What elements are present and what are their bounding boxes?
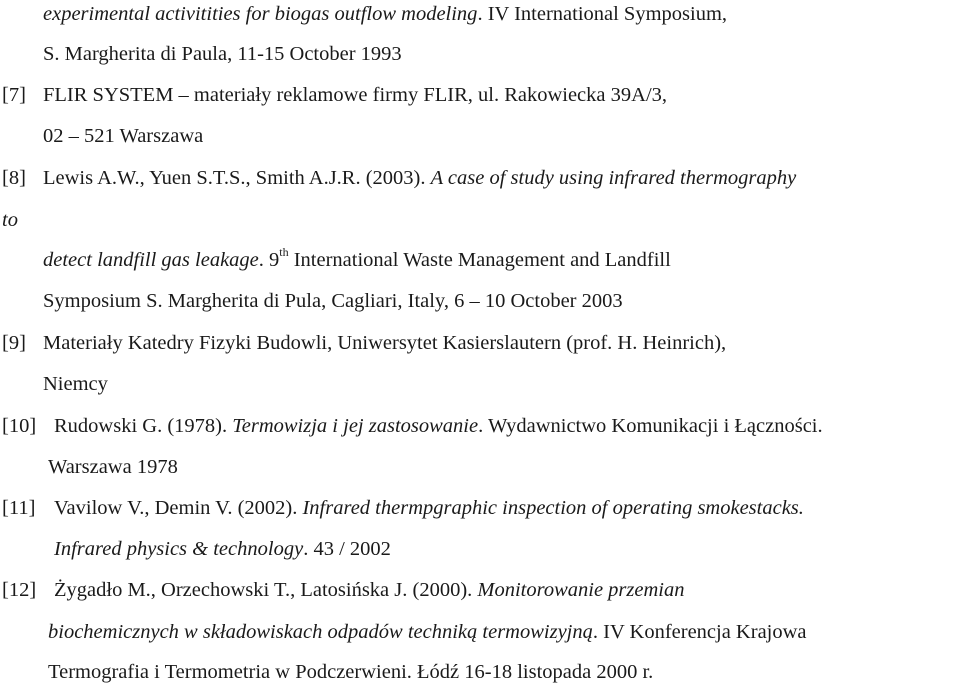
ref-9-line-1: Materiały Katedry Fizyki Budowli, Uniwersytet Kasierslautern (prof. H. Heinrich), (43, 332, 727, 354)
ref-8-line-4: Symposium S. Margherita di Pula, Cagliari, Italy, 6 – 10 October 2003 (43, 290, 623, 312)
ref-8-line-2: to (2, 209, 18, 231)
ref-prev-line-1: experimental activitities for biogas outflow modeling. IV International Symposium, (43, 3, 728, 25)
ref-8-line-1: Lewis A.W., Yuen S.T.S., Smith A.J.R. (2003). A case of study using infrared thermography (43, 167, 797, 189)
ref-12-line-3: Termografia i Termometria w Podczerwieni. Łódź 16-18 listopada 2000 r. (48, 661, 654, 683)
ref-12-number: [12] (2, 579, 37, 601)
ref-10-line-1: Rudowski G. (1978). Termowizja i jej zastosowanie. Wydawnictwo Komunikacji i Łączności. (54, 415, 823, 437)
ref-8-line-3: detect landfill gas leakage. 9th International Waste Management and Landfill (43, 245, 671, 271)
ref-12-line-1: Żygadło M., Orzechowski T., Latosińska J. (2000). Monitorowanie przemian (54, 579, 685, 601)
ref-12-line-2: biochemicznych w składowiskach odpadów techniką termowizyjną. IV Konferencja Krajowa (48, 621, 807, 643)
ref-7-number: [7] (2, 84, 26, 106)
ref-8-number: [8] (2, 167, 26, 189)
ref-10-number: [10] (2, 415, 37, 437)
ref-11-number: [11] (2, 497, 36, 519)
ref-7-line-2: 02 – 521 Warszawa (43, 125, 204, 147)
ref-9-line-2: Niemcy (43, 373, 108, 395)
ref-9-number: [9] (2, 332, 26, 354)
ref-prev-line-2: S. Margherita di Paula, 11-15 October 1993 (43, 43, 402, 65)
ref-7-line-1: FLIR SYSTEM – materiały reklamowe firmy FLIR, ul. Rakowiecka 39A/3, (43, 84, 668, 106)
ref-11-line-1: Vavilow V., Demin V. (2002). Infrared thermpgraphic inspection of operating smokestacks. (54, 497, 804, 519)
ref-10-line-2: Warszawa 1978 (48, 456, 178, 478)
ref-11-line-2: Infrared physics & technology. 43 / 2002 (54, 538, 391, 560)
